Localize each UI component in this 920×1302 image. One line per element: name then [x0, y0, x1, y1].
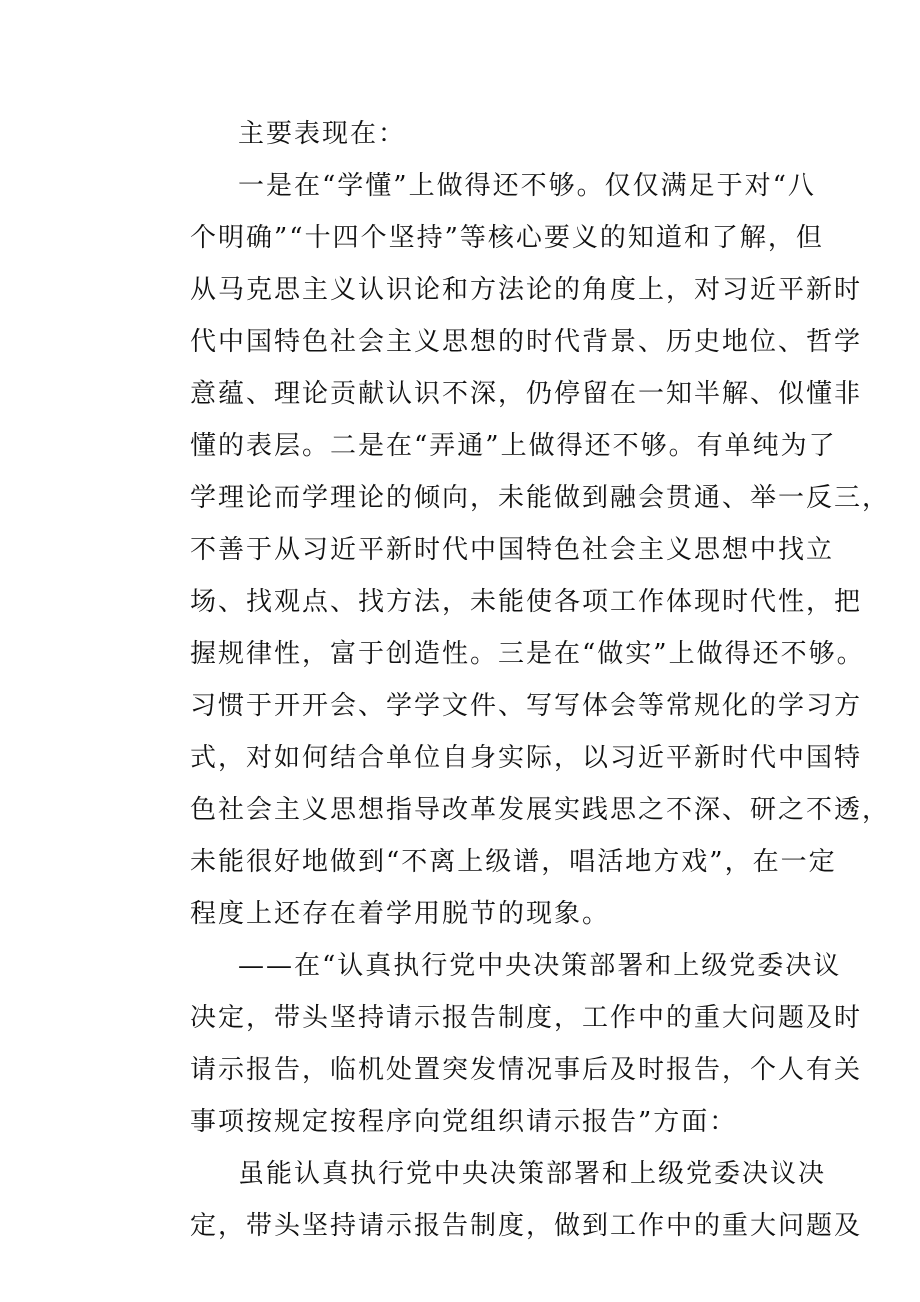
- text-line: 学理论而学理论的倾向，未能做到融会贯通、举一反三，: [190, 483, 891, 513]
- text-line: 习惯于开开会、学学文件、写写体会等常规化的学习方: [190, 691, 863, 721]
- text-line: 意蕴、理论贡献认识不深，仍停留在一知半解、似懂非: [190, 379, 863, 409]
- text-line: 从马克思主义认识论和方法论的角度上，对习近平新时: [190, 275, 863, 305]
- text-line: 主要表现在：: [238, 119, 407, 149]
- text-line: 场、找观点、找方法，未能使各项工作体现时代性，把: [190, 587, 863, 617]
- text-line: 事项按规定按程序向党组织请示报告”方面：: [190, 1107, 738, 1137]
- text-line: ——在“认真执行党中央决策部署和上级党委决议: [238, 951, 842, 981]
- text-line: 懂的表层。二是在“弄通”上做得还不够。有单纯为了: [190, 431, 837, 461]
- text-line: 一是在“学懂”上做得还不够。仅仅满足于对“八: [238, 171, 816, 201]
- text-line: 程度上还存在着学用脱节的现象。: [190, 899, 611, 929]
- text-line: 握规律性，富于创造性。三是在“做实”上做得还不够。: [190, 639, 865, 669]
- text-line: 定，带头坚持请示报告制度，做到工作中的重大问题及: [190, 1211, 863, 1241]
- text-line: 代中国特色社会主义思想的时代背景、历史地位、哲学: [190, 327, 863, 357]
- text-line: 不善于从习近平新时代中国特色社会主义思想中找立: [190, 535, 835, 565]
- text-line: 未能很好地做到“不离上级谱，唱活地方戏”，在一定: [190, 847, 837, 877]
- text-line: 决定，带头坚持请示报告制度，工作中的重大问题及时: [190, 1003, 863, 1033]
- text-line: 色社会主义思想指导改革发展实践思之不深、研之不透，: [190, 795, 891, 825]
- text-line: 式，对如何结合单位自身实际，以习近平新时代中国特: [190, 743, 863, 773]
- text-line: 请示报告，临机处置突发情况事后及时报告，个人有关: [190, 1055, 863, 1085]
- text-line: 个明确”“十四个坚持”等核心要义的知道和了解，但: [190, 223, 824, 253]
- text-line: 虽能认真执行党中央决策部署和上级党委决议决: [238, 1159, 827, 1189]
